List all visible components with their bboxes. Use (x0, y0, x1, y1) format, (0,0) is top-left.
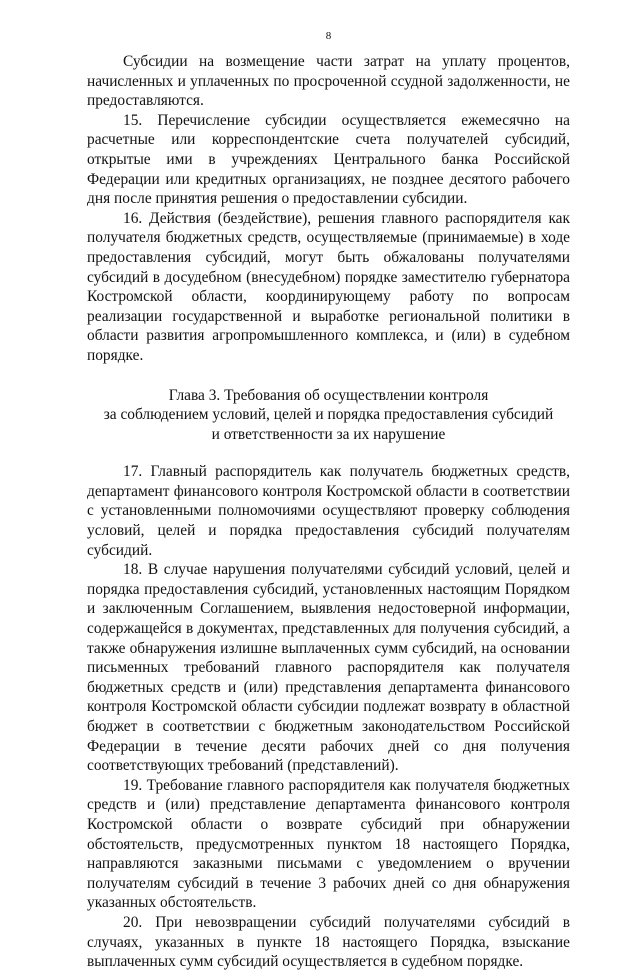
paragraph-15: 15. Перечисление субсидии осуществляется ежемесячно на расчетные или корреспондентские счета получателей субсидий, открытые ими в учреждениях Центрального банка Российской Федерации или кредитных организациях, не позднее десятого рабочего дня после принятия решения о предоставлении субсидии. (87, 111, 570, 208)
paragraph-subsidy-interest: Субсидии на возмещение части затрат на уплату процентов, начисленных и уплаченных по просроченной ссудной задолженности, не предоставляются. (87, 53, 570, 110)
chapter-heading-line-1: Глава 3. Требования об осуществлении контроля (168, 386, 489, 404)
paragraph-16: 16. Действия (бездействие), решения главного распорядителя как получателя бюджетных средств, осуществляемые (принимаемые) в ходе предоставления субсидий, могут быть обжалованы получателями субсидий в досудебном (внесудебном) порядке заместителю губернатора Костромской области, координирующему работу по вопросам реализации государственной и выработке региональной политики в области развития агропромышленного комплекса, и (или) в судебном порядке. (87, 209, 570, 364)
chapter-heading (87, 386, 570, 445)
paragraph-20: 20. При невозвращении субсидий получателями субсидий в случаях, указанных в пункте 18 настоящего Порядка, взыскание выплаченных сумм субсидий осуществляется в судебном порядке. (87, 913, 570, 971)
paragraph-17: 17. Главный распорядитель как получатель бюджетных средств, департамент финансового контроля Костромской области в соответствии с установленными полномочиями осуществляют проверку соблюдения условий, целей и порядка предоставления субсидий получателям субсидий. (87, 463, 570, 559)
paragraph-18: 18. В случае нарушения получателями субсидий условий, целей и порядка предоставления субсидий, установленных настоящим Порядком и заключенным Соглашением, выявления недостоверной информации, содержащейся в документах, представленных для получения субсидий, а также обнаружения излишне выплаченных сумм субсидий, на основании письменных требований главного распорядителя как получателя бюджетных средств и (или) представления департамента финансового контроля Костромской области субсидии подлежат возврату в областной бюджет в соответствии с бюджетным законодательством Российской Федерации в течение десяти рабочих дней со дня получения соответствующих требований (представлений). (87, 561, 570, 775)
chapter-heading-line-3: и ответственности за их нарушение (211, 425, 446, 443)
page-number: 8 (325, 30, 332, 42)
chapter-heading-line-2: за соблюдением условий, целей и порядка предоставления субсидий (103, 406, 554, 424)
paragraph-19: 19. Требование главного распорядителя как получателя бюджетных средств и (или) представление департамента финансового контроля Костромской области о возврате субсидий при обнаружении обстоятельств, предусмотренных пунктом 18 настоящего Порядка, направляются заказными письмами с уведомлением о вручении получателям субсидий в течение 3 рабочих дней со дня обнаружения указанных обстоятельств. (87, 776, 570, 912)
